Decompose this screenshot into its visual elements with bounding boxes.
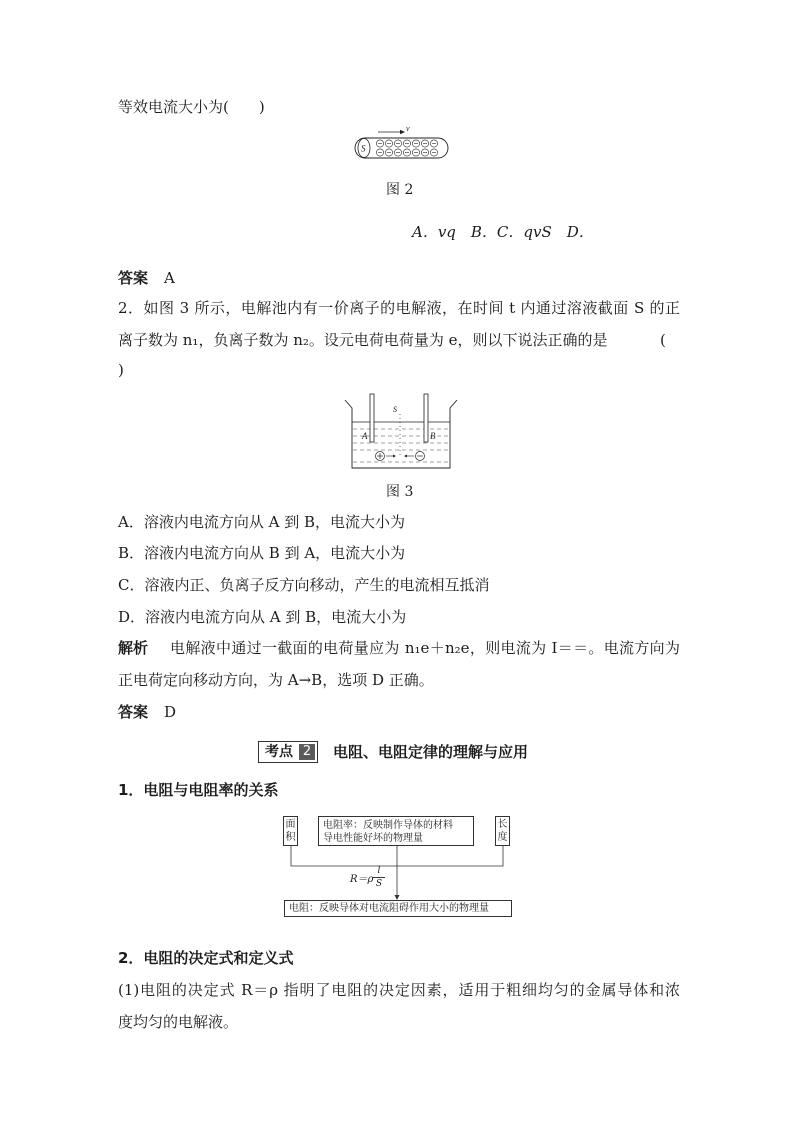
q1-options: A．vq B．C．qvS D． [412,223,594,241]
fraction-bar [373,877,385,878]
figure-3-a-label: A [362,431,368,441]
figure-3-s-label: S [393,405,397,414]
q1-answer-row [118,268,175,288]
diagram-length-box: 长度 [495,816,510,846]
q2-stem-line-2: 离子数为 n₁，负离子数为 n₂。设元电荷电荷量为 e，则以下说法正确的是 [118,331,608,349]
q1-stem-tail: 等效电流大小为( ) [118,98,265,116]
figure-2-caption: 图 2 [386,182,414,198]
q2-option-b: B．溶液内电流方向从 B 到 A，电流大小为 [118,544,406,562]
answer-label: 答案 [118,703,149,721]
figure-2-conductor [350,124,455,164]
q2-answer-row [118,702,176,722]
topic-2-paragraph-line-1: (1)电阻的决定式 R＝ρ 指明了电阻的决定因素，适用于粗细均匀的金属导体和浓 [118,981,680,999]
section-tag-box [258,741,318,763]
topic-2-paragraph-line-2: 度均匀的电解液。 [118,1013,239,1031]
figure-3-caption: 图 3 [386,484,414,500]
figure-2-s-label: S [361,143,366,154]
analysis-text: 电解液中通过一截面的电荷量应为 n₁e＋n₂e，则电流为 I＝＝。电流方向为 [170,639,680,657]
formula-denominator: S [375,879,383,889]
analysis-label: 解析 [118,639,149,657]
q2-option-d: D．溶液内电流方向从 A 到 B，电流大小为 [118,608,407,626]
formula-numerator: l [377,866,381,876]
q2-analysis-line-2: 正电荷定向移动方向，为 A→B，选项 D 正确。 [118,671,434,689]
resistivity-line-2: 导电性能好坏的物理量 [323,833,423,844]
q2-option-a: A．溶液内电流方向从 A 到 B，电流大小为 [118,513,405,531]
topic-1-heading: 1．电阻与电阻率的关系 [118,781,279,799]
section-number: 2 [299,744,315,760]
q2-bracket-open: ( [660,331,666,349]
formula-lhs: R＝ρ [350,874,374,885]
diagram-resistivity-box [318,816,474,846]
q2-bracket-close: ) [118,361,124,379]
section-title: 电阻、电阻定律的理解与应用 [333,743,529,761]
figure-3-electrolytic-cell [340,392,464,474]
figure-3-b-label: B [430,431,436,441]
q2-option-c: C．溶液内正、负离子反方向移动，产生的电流相互抵消 [118,576,490,594]
section-tag: 考点 [265,744,293,760]
diagram-resistance-box: 电阻：反映导体对电流阻碍作用大小的物理量 [284,900,512,917]
answer-value: A [164,269,175,287]
answer-label: 答案 [118,269,149,287]
topic-2-heading: 2．电阻的决定式和定义式 [118,949,294,967]
figure-2-v-label: v [406,124,410,133]
resistivity-line-1: 电阻率：反映制作导体的材料 [323,820,453,831]
q2-analysis-line-1 [118,638,680,658]
answer-value: D [164,703,177,721]
q2-stem-line-1: 2．如图 3 所示，电解池内有一价离子的电解液，在时间 t 内通过溶液截面 S 的正 [118,299,680,317]
diagram-area-box: 面积 [283,816,298,846]
